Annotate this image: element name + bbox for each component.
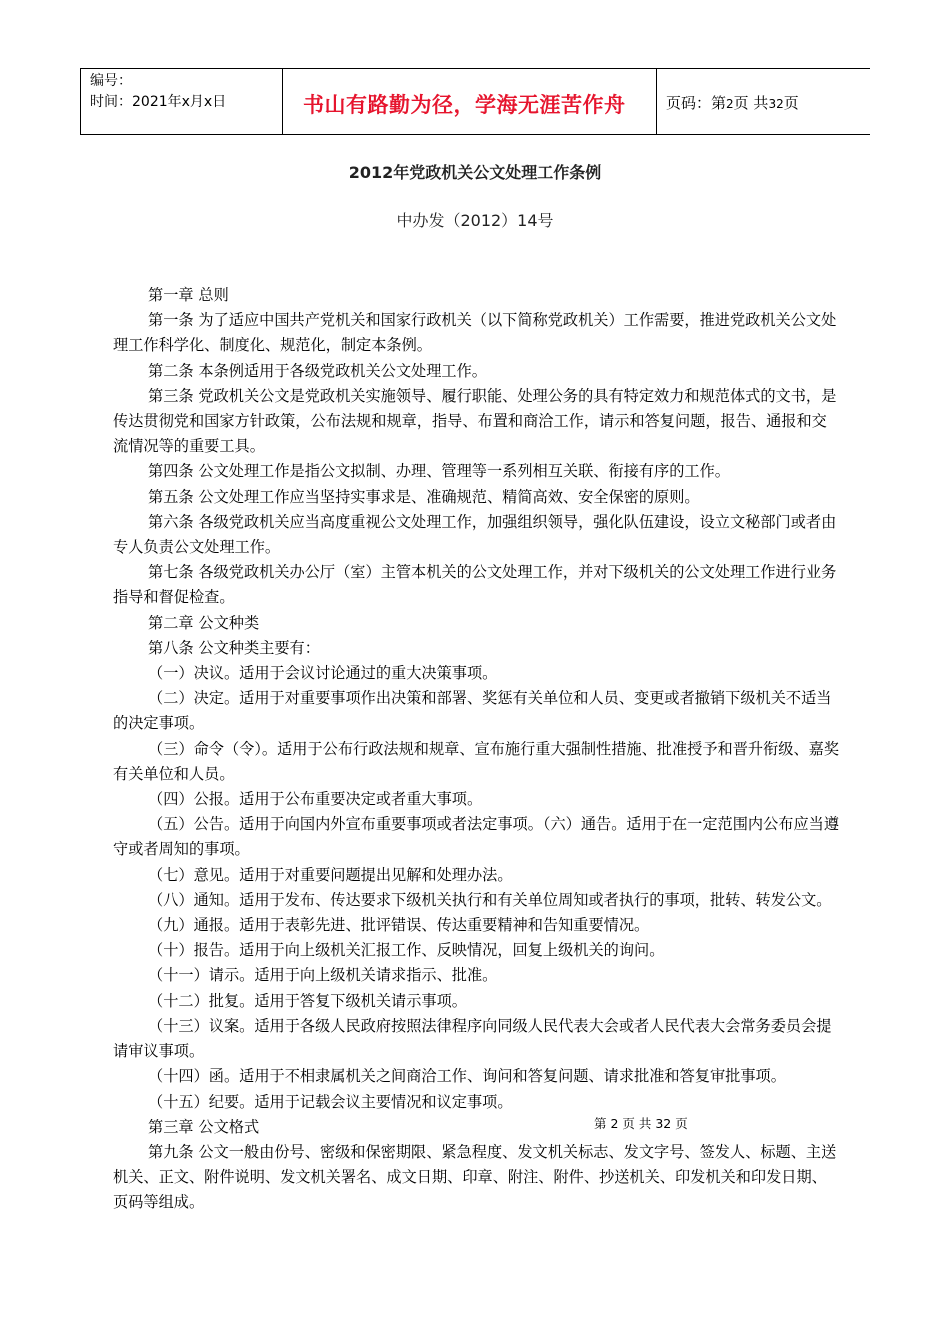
paragraph: 第七条 各级党政机关办公厅（室）主管本机关的公文处理工作，并对下级机关的公文处理工作进行业务指导和督促检查。 bbox=[113, 563, 837, 607]
paragraph: （七）意见。适用于对重要问题提出见解和处理办法。 bbox=[148, 865, 513, 884]
paragraph: （十一）请示。适用于向上级机关请求指示、批准。 bbox=[148, 966, 498, 985]
paragraph: （十四）函。适用于不相隶属机关之间商洽工作、询问和答复问题、请求批准和答复审批事项。 bbox=[148, 1067, 786, 1086]
document-time-label: 时间：2021年x月x日 bbox=[90, 94, 227, 110]
header-motto-cell bbox=[283, 69, 657, 134]
paragraph: 第二章 公文种类 bbox=[148, 613, 260, 632]
page-prefix: 页码：第 bbox=[666, 94, 727, 112]
motto-text: 书山有路勤为径，学海无涯苦作舟 bbox=[303, 93, 626, 117]
paragraph: （九）通报。适用于表彰先进、批评错误、传达重要精神和告知重要情况。 bbox=[148, 916, 650, 935]
paragraph: 第九条 公文一般由份号、密级和保密期限、紧急程度、发文机关标志、发文字号、签发人、标题、主送机关、正文、附件说明、发文机关署名、成文日期、印章、附注、附件、抄送机关、印发机关和印发日期、页码等组成。 bbox=[113, 1142, 837, 1212]
paragraph: 第六条 各级党政机关应当高度重视公文处理工作，加强组织领导，强化队伍建设，设立文秘部门或者由专人负责公文处理工作。 bbox=[113, 512, 837, 557]
page-mid: 页 共 bbox=[733, 94, 769, 112]
header-page-cell bbox=[657, 69, 870, 134]
page-suffix: 页 bbox=[783, 94, 799, 112]
footer-page-number: 第 2 页 共 32 页 bbox=[594, 1116, 688, 1131]
paragraph: （八）通知。适用于发布、传达要求下级机关执行和有关单位周知或者执行的事项，批转、转发公文。 bbox=[148, 890, 832, 909]
paragraph: 第三条 党政机关公文是党政机关实施领导、履行职能、处理公务的具有特定效力和规范体式的文书，是传达贯彻党和国家方针政策，公布法规和规章，指导、布置和商洽工作，请示和答复问题，报告、通报和交流情况等的重要工具。 bbox=[113, 386, 837, 456]
header-info-cell bbox=[80, 69, 283, 134]
paragraph: （十三）议案。适用于各级人民政府按照法律程序向同级人民代表大会或者人民代表大会常务委员会提请审议事项。 bbox=[113, 1016, 832, 1061]
paragraph: 第一条 为了适应中国共产党机关和国家行政机关（以下简称党政机关）工作需要，推进党政机关公文处理工作科学化、制度化、规范化，制定本条例。 bbox=[113, 311, 837, 355]
document-title: 2012年党政机关公文处理工作条例 bbox=[348, 163, 602, 182]
paragraph: （五）公告。适用于向国内外宣布重要事项或者法定事项。（六）通告。适用于在一定范围内公布应当遵守或者周知的事项。 bbox=[113, 815, 840, 859]
header-table bbox=[80, 68, 870, 135]
document-body bbox=[113, 283, 841, 1216]
paragraph: （二）决定。适用于对重要事项作出决策和部署、奖惩有关单位和人员、变更或者撤销下级机关不适当的决定事项。 bbox=[113, 689, 832, 733]
paragraph: （一）决议。适用于会议讨论通过的重大决策事项。 bbox=[148, 664, 498, 683]
paragraph: 第二条 本条例适用于各级党政机关公文处理工作。 bbox=[148, 361, 487, 380]
paragraph: （三）命令（令）。适用于公布行政法规和规章、宣布施行重大强制性措施、批准授予和晋升衔级、嘉奖有关单位和人员。 bbox=[113, 739, 840, 783]
page-total: 32 bbox=[768, 97, 784, 111]
page-number: 2 bbox=[726, 97, 734, 111]
paragraph: （十五）纪要。适用于记载会议主要情况和议定事项。 bbox=[148, 1092, 513, 1111]
paragraph: （十二）批复。适用于答复下级机关请示事项。 bbox=[148, 991, 467, 1010]
paragraph: 第八条 公文种类主要有： bbox=[148, 638, 320, 657]
paragraph: 第三章 公文格式 bbox=[148, 1117, 260, 1136]
paragraph: 第四条 公文处理工作是指公文拟制、办理、管理等一系列相互关联、衔接有序的工作。 bbox=[148, 462, 730, 481]
document-subtitle: 中办发（2012）14号 bbox=[396, 211, 554, 230]
paragraph: 第一章 总则 bbox=[148, 286, 229, 304]
paragraph: （四）公报。适用于公布重要决定或者重大事项。 bbox=[148, 790, 483, 809]
paragraph: 第五条 公文处理工作应当坚持实事求是、准确规范、精简高效、安全保密的原则。 bbox=[148, 487, 700, 506]
document-number-label: 编号： bbox=[90, 73, 132, 89]
paragraph: （十）报告。适用于向上级机关汇报工作、反映情况，回复上级机关的询问。 bbox=[148, 941, 665, 960]
